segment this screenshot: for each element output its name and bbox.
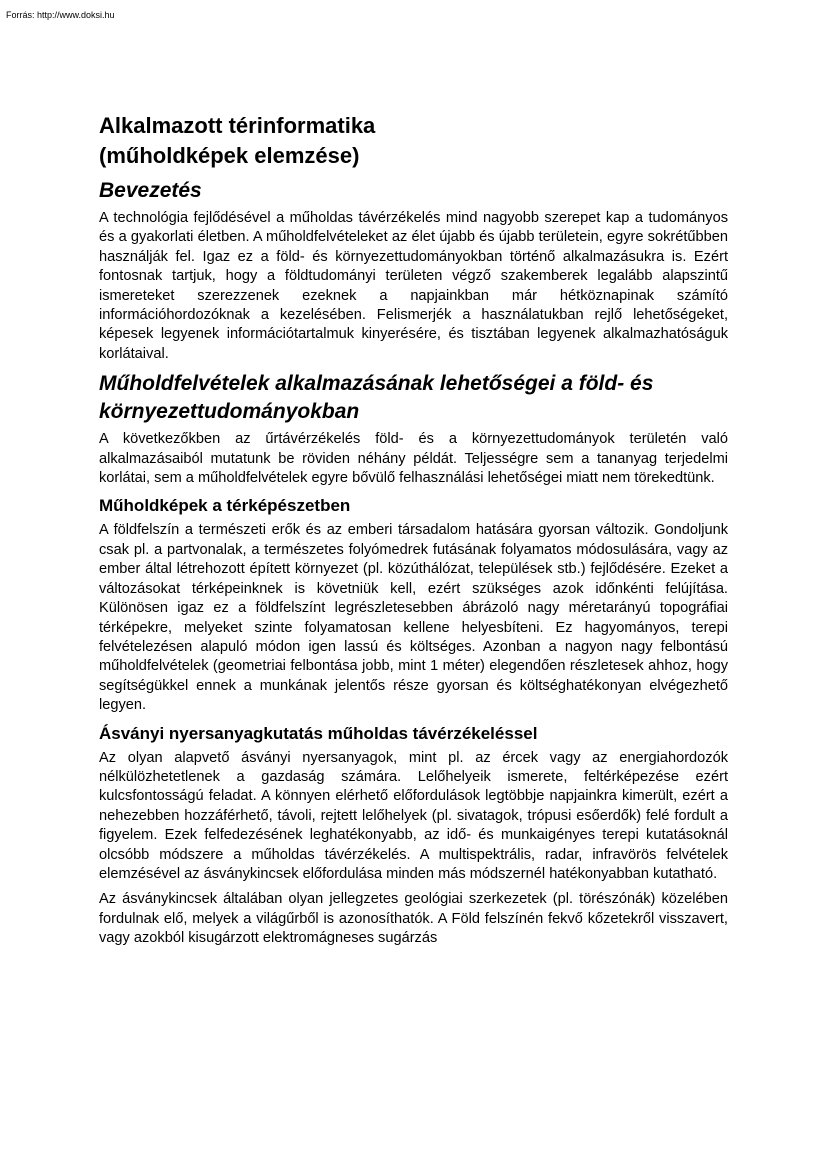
document-page	[99, 111, 728, 955]
paragraph-mineral-1: Az olyan alapvető ásványi nyersanyagok, mint pl. az ércek vagy az energiahordozók nélkülözhetetlenek a gazdaság számára. Lelőhelyeik ismerete, feltérképezése ezért kulcsfontosságú feladat. A könnyen elérhető előfordulások legtöbbje napjainkra kimerült, ezért a nehezebben hozzáférhető, távoli, rejtett lelőhelyek (pl. sivatagok, trópusi esőerdők) felé fordult a figyelem. Ezek felfedezésének leghatékonyabb, az idő- és munkaigényes terepi kutatásoknál olcsóbb módszere a műholdas távérzékelés. A multispektrális, radar, infravörös felvételek elemzésével az ásványkincsek előfordulása minden más módszernél hatékonyabban kutatható.	[99, 749, 728, 882]
paragraph-mineral-2: Az ásványkincsek általában olyan jellegzetes geológiai szerkezetek (pl. törészónák) közelében fordulnak elő, melyek a világűrből is azonosíthatók. A Föld felszínén fekvő kőzetekről visszavert, vagy azokból kisugárzott elektromágneses sugárzás	[99, 891, 728, 947]
title-line-2: (műholdképek elemzése)	[99, 143, 360, 168]
paragraph-mapping: A földfelszín a természeti erők és az emberi társadalom hatására gyorsan változik. Gondoljunk csak pl. a partvonalak, a természetes folyómedrek futásának folyamatos módosulására, vagy az ember által létrehozott épített környezet (pl. közúthálózat, települések stb.) fejlődésére. Ezeket a változásokat térképeinknek is követniük kell, ezért szükséges azok időnkénti felújítása. Különösen igaz ez a földfelszínt legrészletesebben ábrázoló nagy méretarányú topográfiai térképekre, melyeket szinte folyamatosan kellene helyesbíteni. Ez hagyományos, terepi felvételezésen alapuló módon igen lassú és költséges. Azonban a nagyon nagy felbontású műholdfelvételek (geometriai felbontása jobb, mint 1 méter) elegendően részletesek ahhoz, hogy segítségükkel ennek a munkának jelentős része gyorsan és költséghatékonyan elvégezhető legyen.	[99, 522, 728, 714]
heading-intro: Bevezetés	[99, 179, 202, 202]
source-note: Forrás: http://www.doksi.hu	[6, 10, 115, 20]
heading-mineral: Ásványi nyersanyagkutatás műholdas távérzékeléssel	[99, 723, 538, 743]
paragraph-applications: A következőkben az űrtávérzékelés föld- és a környezettudományok területén való alkalmazásaiból mutatunk be röviden néhány példát. Teljességre sem a tananyag terjedelmi korlátai, sem a műholdfelvételek egyre bővülő felhasználási lehetőségei miatt nem törekedtünk.	[99, 431, 728, 487]
heading-mapping: Műholdképek a térképészetben	[99, 496, 351, 516]
title-line-1: Alkalmazott térinformatika	[99, 113, 376, 138]
paragraph-intro: A technológia fejlődésével a műholdas távérzékelés mind nagyobb szerepet kap a tudományos és a gyakorlati életben. A műholdfelvételeket az élet újabb és újabb területein, egyre sokrétűbben használják fel. Igaz ez a föld- és környezettudományokban történő alkalmazásukra is. Ezért fontosnak tartjuk, hogy a földtudományi területen végző szakemberek legalább alapszintű ismereteket szerezzenek ezeknek a napjainkban már hétköznapinak számító információhordozóknak a kezelésében. Felismerjék a használatukban rejlő lehetőségeket, képesek legyenek információtartalmuk kinyerésére, és tisztában legyenek alkalmazhatóságuk korlátaival.	[99, 210, 728, 362]
document-title	[99, 111, 728, 171]
heading-applications: Műholdfelvételek alkalmazásának lehetőségei a föld- és környezettudományokban	[99, 372, 654, 424]
